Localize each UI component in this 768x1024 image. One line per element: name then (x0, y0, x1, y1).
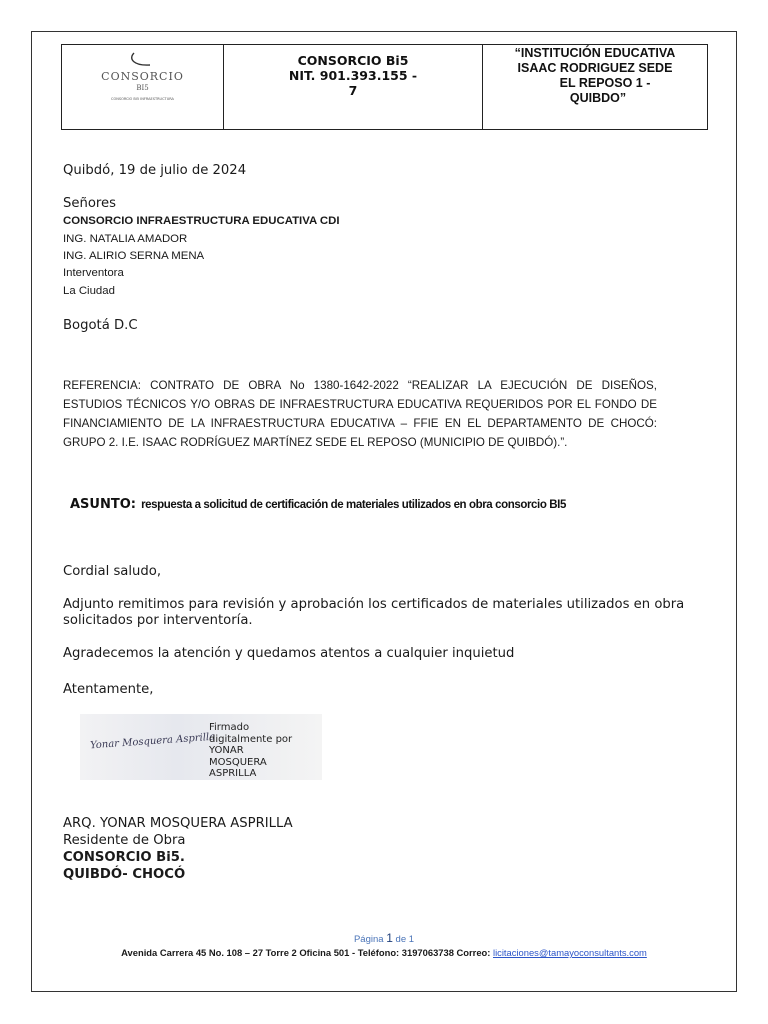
institution-line-2: ISAAC RODRIGUEZ SEDE (517, 61, 673, 75)
closing: Atentamente, (63, 682, 154, 697)
company-nit-suffix: 7 (348, 83, 358, 98)
logo-sub: BI5 (136, 84, 149, 92)
recipient-1: ING. NATALIA AMADOR (63, 233, 188, 245)
subject-line (70, 493, 566, 512)
recipient-role: Interventora (63, 267, 124, 279)
signer-city: QUIBDÓ- CHOCÓ (63, 867, 186, 882)
signature-line-3: YONAR (209, 745, 244, 756)
signer-company: CONSORCIO Bi5. (63, 850, 185, 865)
footer-address (0, 947, 768, 958)
salutation-to: Señores (63, 196, 117, 211)
signature-line-5: ASPRILLA (209, 768, 257, 779)
logo-cell (62, 45, 224, 129)
company-name: CONSORCIO Bi5 (297, 53, 409, 68)
reference-paragraph: REFERENCIA: CONTRATO DE OBRA No 1380-1642-2022 “REALIZAR LA EJECUCIÓN DE DISEÑOS, ESTUDIOS TÉCNICOS Y/O OBRAS DE INFRAESTRUCTURA EDUCATIVA REQUERIDOS POR EL FONDO DE FINANCIAMIENTO DE LA INFRAESTRUCTURA EDUCATIVA – FFIE EN EL DEPARTAMENTO DE CHOCÓ: GRUPO 2. I.E. ISAAC RODRÍGUEZ MARTÍNEZ SEDE EL REPOSO (MUNICIPIO DE QUIBDÓ).”. (63, 379, 657, 449)
company-cell (224, 45, 483, 129)
subject-label: ASUNTO: (70, 497, 136, 512)
page-indicator (0, 931, 768, 945)
footer-address-text: Avenida Carrera 45 No. 108 – 27 Torre 2 Oficina 501 - Teléfono: 3197063738 Correo: (121, 947, 491, 958)
page-label: Página (353, 934, 384, 945)
page-number: 1 (386, 931, 393, 945)
letter-location: Bogotá D.C (63, 318, 138, 333)
logo-tagline: CONSORCIO BI5 INFRAESTRUCTURA (111, 97, 174, 101)
signer-title: Residente de Obra (63, 833, 186, 848)
letterhead-table (61, 44, 708, 130)
body-paragraph-2: Agradecemos la atención y quedamos atentos a cualquier inquietud (63, 646, 515, 661)
subject-text: respuesta a solicitud de certificación de materiales utilizados en obra consorcio BI5 (141, 499, 566, 511)
greeting: Cordial saludo, (63, 564, 162, 579)
letter-date: Quibdó, 19 de julio de 2024 (63, 163, 247, 178)
recipient-company: CONSORCIO INFRAESTRUCTURA EDUCATIVA CDI (63, 215, 340, 227)
handwritten-signature: Yonar Mosquera Asprilla (89, 731, 216, 752)
institution-line-4: QUIBDO” (569, 91, 627, 105)
signer-name: ARQ. YONAR MOSQUERA ASPRILLA (63, 816, 293, 831)
signature-line-1: Firmado (209, 722, 250, 733)
signature-line-4: MOSQUERA (209, 756, 267, 768)
signature-stamp-text (209, 722, 292, 780)
company-nit: NIT. 901.393.155 - (288, 68, 418, 83)
recipient-city: La Ciudad (63, 285, 115, 297)
recipient-2: ING. ALIRIO SERNA MENA (63, 250, 205, 262)
logo-name: CONSORCIO (101, 70, 184, 83)
institution-line-3: EL REPOSO 1 - (559, 76, 651, 90)
page-of: de 1 (395, 934, 415, 945)
signature-line-2: digitalmente por (209, 733, 293, 745)
digital-signature[interactable] (80, 714, 322, 780)
institution-cell (483, 45, 707, 129)
institution-line-1: “INSTITUCIÓN EDUCATIVA (514, 46, 676, 60)
footer-email-link[interactable]: licitaciones@tamayoconsultants.com (493, 947, 647, 958)
consorcio-logo-icon (124, 51, 160, 69)
body-paragraph-1: Adjunto remitimos para revisión y aprobación los certificados de materiales utilizados en obra solicitados por interventoría. (63, 597, 685, 628)
